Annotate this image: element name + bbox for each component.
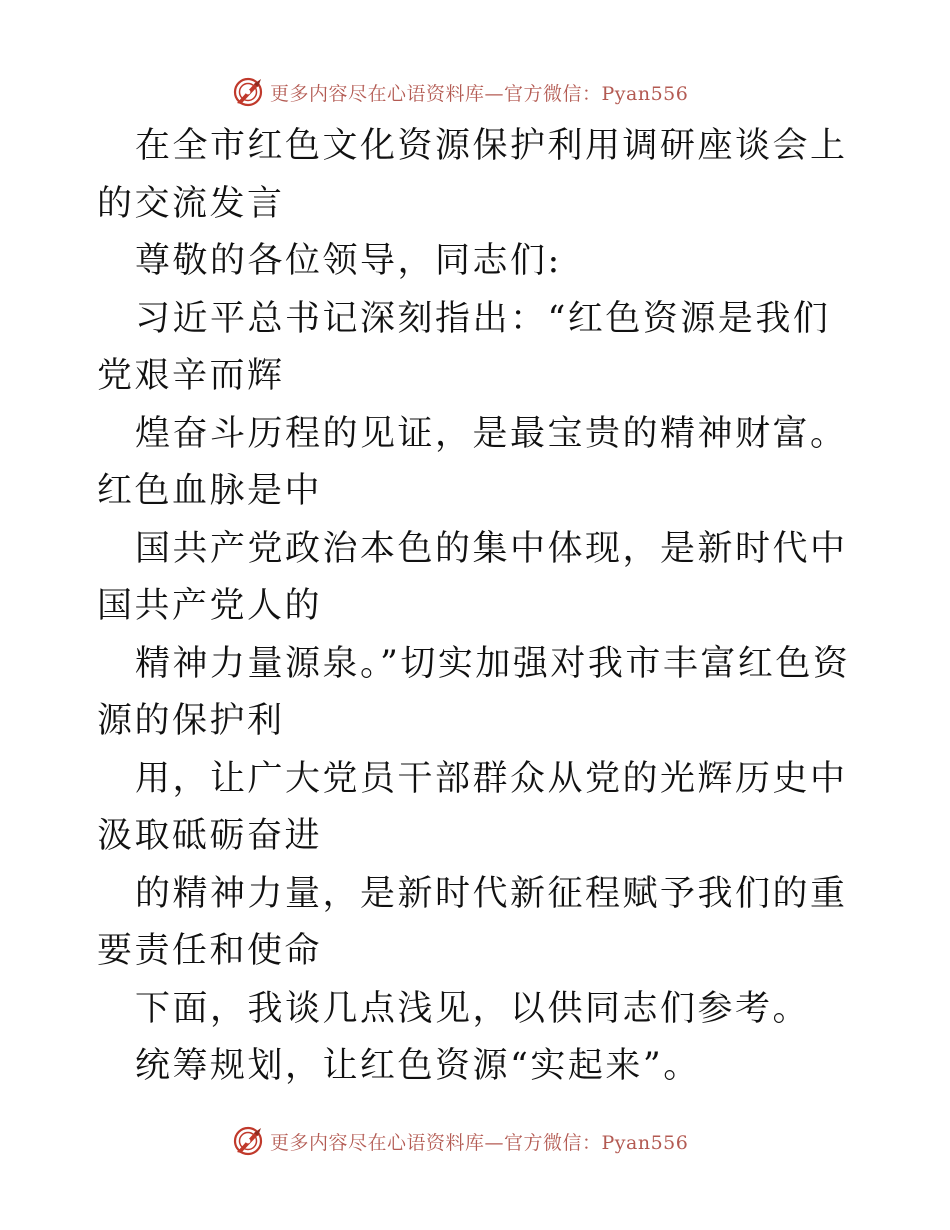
paragraph: 习近平总书记深刻指出：“红色资源是我们党艰辛而辉 (97, 298, 831, 396)
paragraph: 下面，我谈几点浅见，以供同志们参考。 (135, 988, 811, 1029)
document-title: 在全市红色文化资源保护利用调研座谈会上的交流发言 (97, 126, 848, 224)
quill-logo-icon (232, 1125, 264, 1157)
paragraph: 尊敬的各位领导，同志们: (135, 241, 562, 281)
footer-banner[interactable] (232, 1121, 688, 1161)
paragraph: 用，让广大党员干部群众从党的光辉历史中汲取砥砺奋进 (97, 758, 848, 856)
header-banner[interactable] (232, 72, 688, 112)
paragraph: 的精神力量，是新时代新征程赋予我们的重要责任和使命 (97, 873, 848, 971)
header-banner-text: 更多内容尽在心语资料库—官方微信：Pyan556 (270, 82, 689, 105)
footer-banner-text: 更多内容尽在心语资料库—官方微信：Pyan556 (270, 1131, 689, 1154)
paragraph: 精神力量源泉。”切实加强对我市丰富红色资源的保护利 (97, 643, 851, 741)
quill-logo-icon (232, 76, 264, 108)
paragraph: 煌奋斗历程的见证，是最宝贵的精神财富。红色血脉是中 (97, 413, 848, 511)
document-body (97, 118, 857, 1096)
section-heading: 统筹规划，让红色资源“实起来”。 (135, 1046, 701, 1086)
paragraph: 国共产党政治本色的集中体现，是新时代中国共产党人的 (97, 528, 848, 626)
